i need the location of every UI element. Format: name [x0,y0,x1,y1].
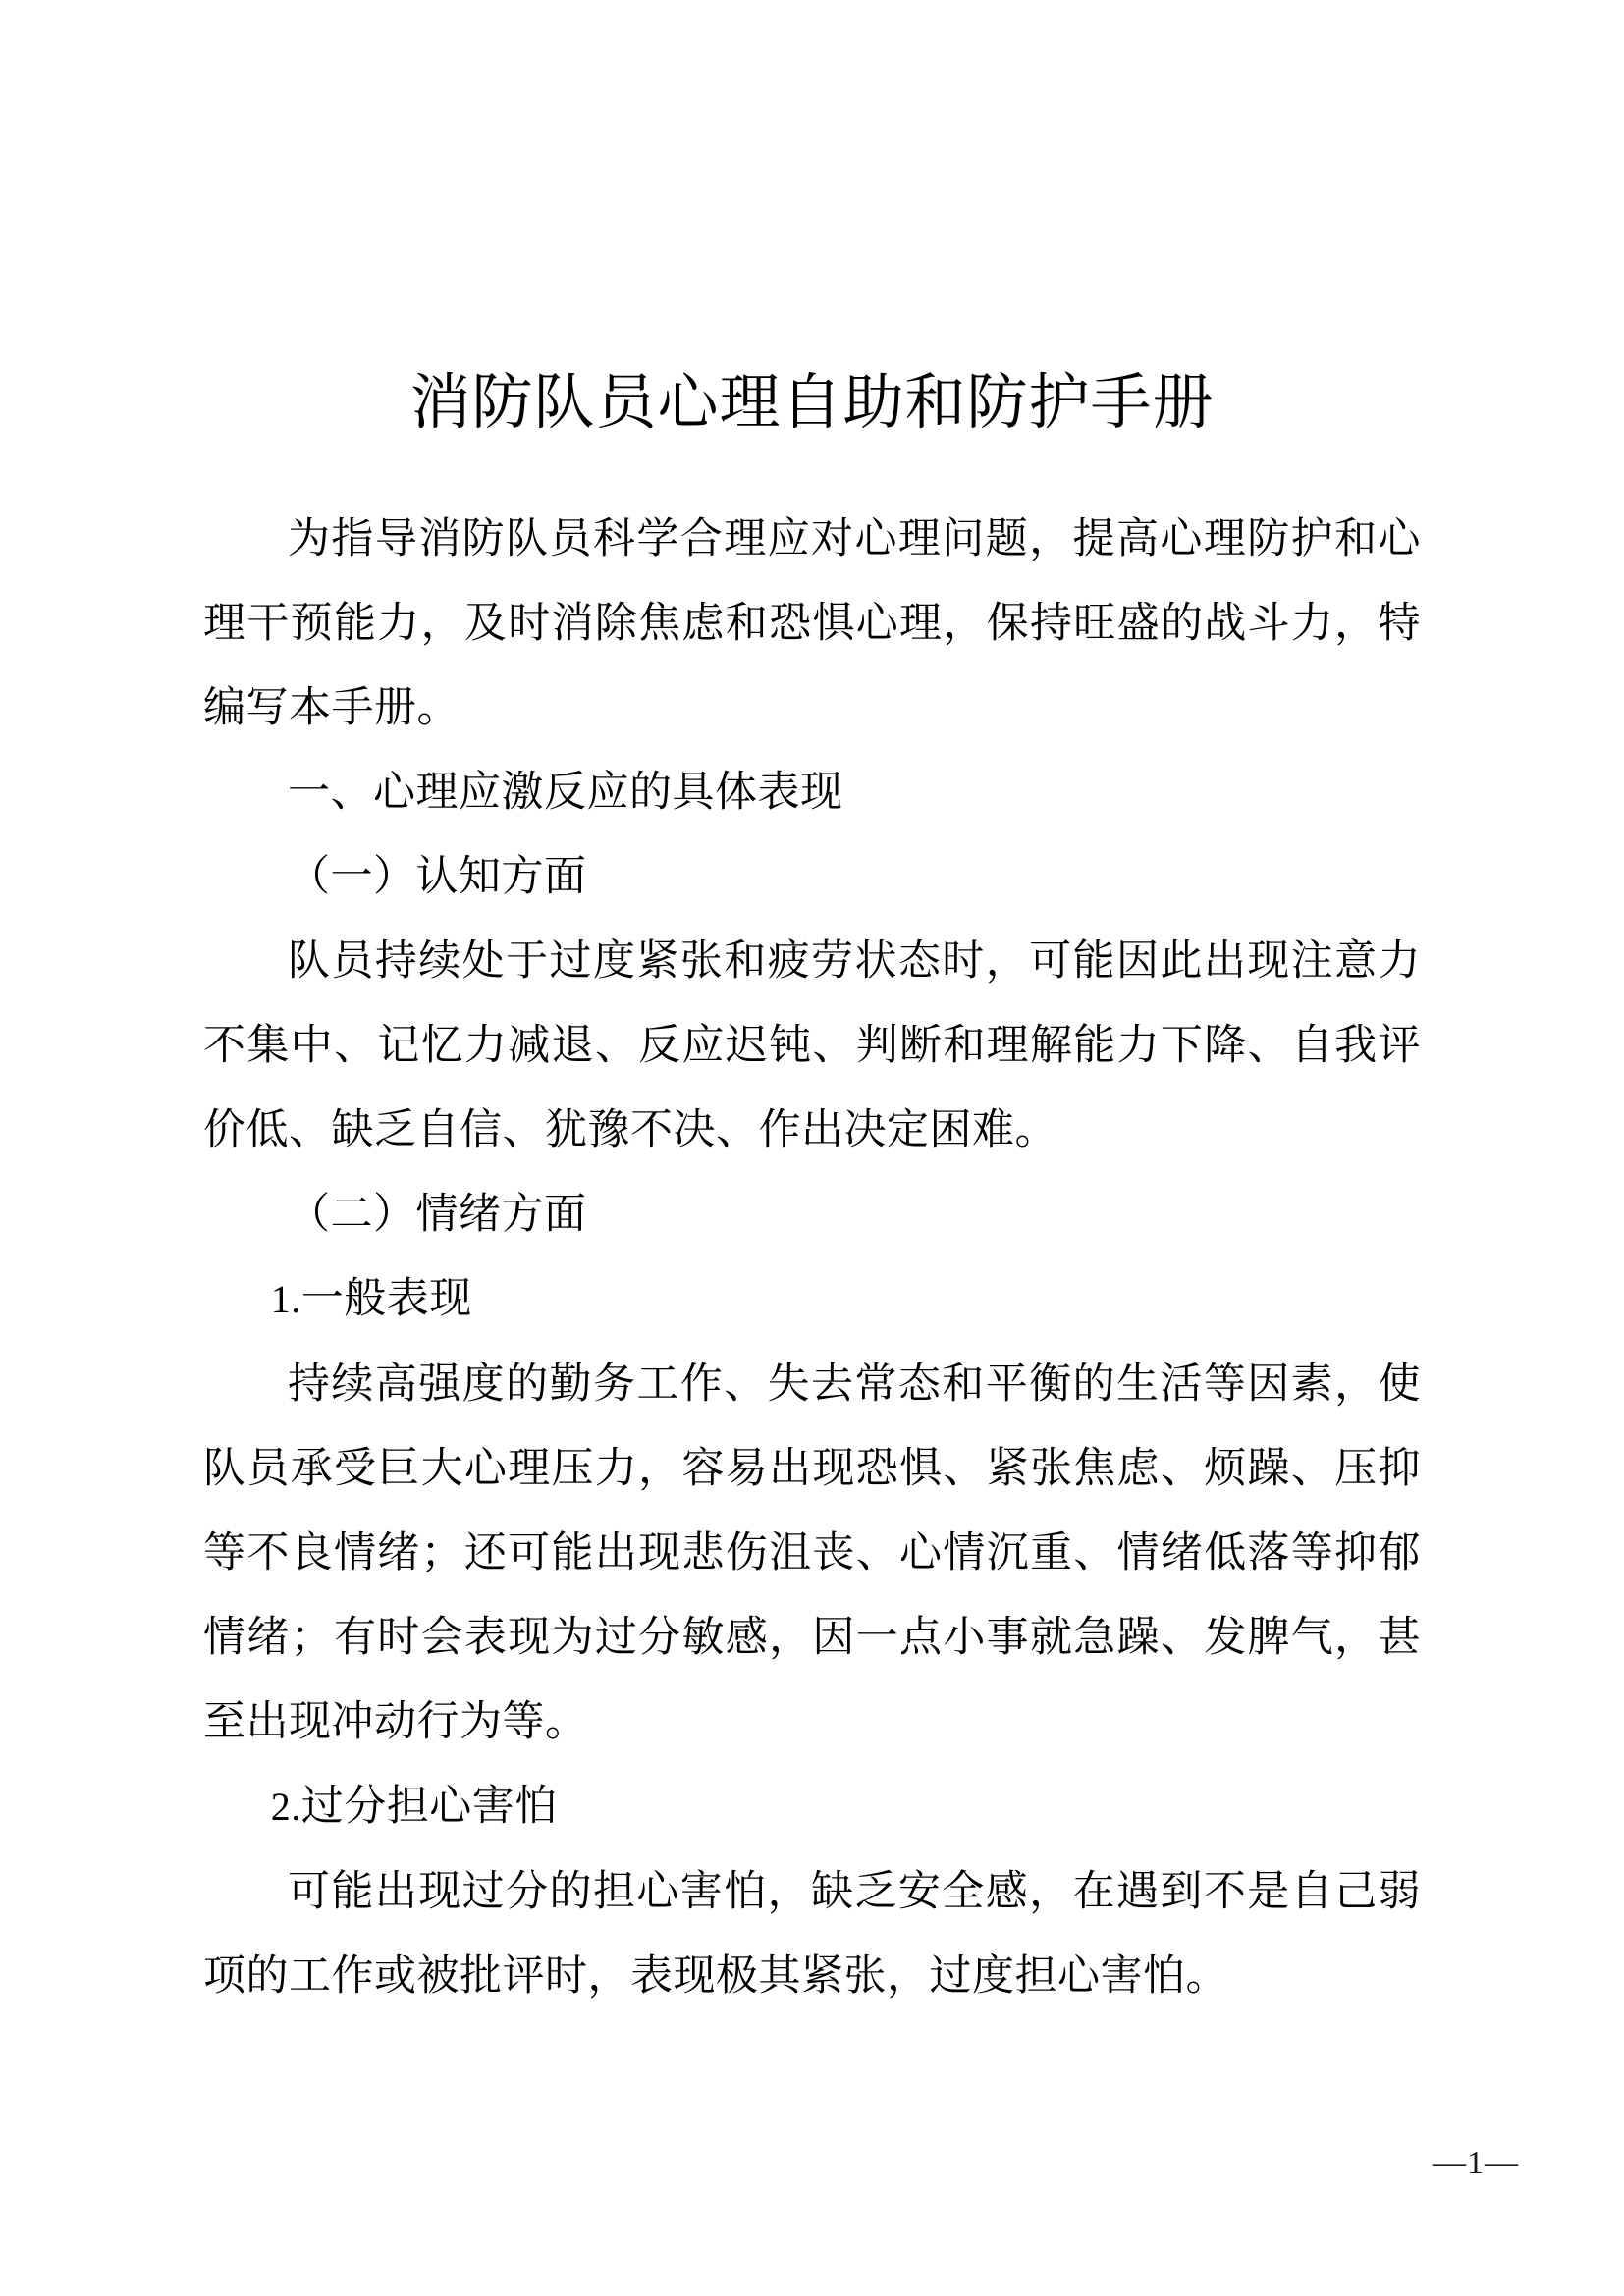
heading-section-1: 一、心理应激反应的具体表现 [288,768,843,816]
heading-section-1-1: （一）认知方面 [288,852,587,900]
page-title: 消防队员心理自助和防护手册 [409,369,1215,437]
heading-item-2-label: 过分担心害怕 [300,1782,558,1830]
paragraph-cognitive: 队员持续处于过度紧张和疲劳状态时，可能因此出现注意力不集中、记忆力减退、反应迟钝、判断和理解能力下降、自我评价低、缺乏自信、犹豫不决、作出决定困难。 [203,936,1421,1153]
heading-item-2-numeral: 2. [270,1784,301,1829]
heading-item-2 [203,1764,1421,1849]
document-body [203,497,1421,2018]
page-number: —1— [1433,2145,1519,2181]
heading-item-1-numeral: 1. [270,1276,301,1321]
paragraph-excessive-worry: 可能出现过分的担心害怕，缺乏安全感，在遇到不是自己弱项的工作或被批评时，表现极其紧张，过度担心害怕。 [203,1867,1421,2000]
paragraph-preface: 为指导消防队员科学合理应对心理问题，提高心理防护和心理干预能力，及时消除焦虑和恐惧心理，保持旺盛的战斗力，特编写本手册。 [203,514,1421,731]
paragraph-general-manifestation: 持续高强度的勤务工作、失去常态和平衡的生活等因素，使队员承受巨大心理压力，容易出现恐惧、紧张焦虑、烦躁、压抑等不良情绪；还可能出现悲伤沮丧、心情沉重、情绪低落等抑郁情绪；有时会表现为过分敏感，因一点小事就急躁、发脾气，甚至出现冲动行为等。 [203,1360,1421,1745]
page-content [203,0,1421,2296]
heading-item-1-label: 一般表现 [300,1274,472,1322]
heading-item-1 [203,1256,1421,1342]
heading-section-1-2: （二）情绪方面 [288,1190,587,1238]
